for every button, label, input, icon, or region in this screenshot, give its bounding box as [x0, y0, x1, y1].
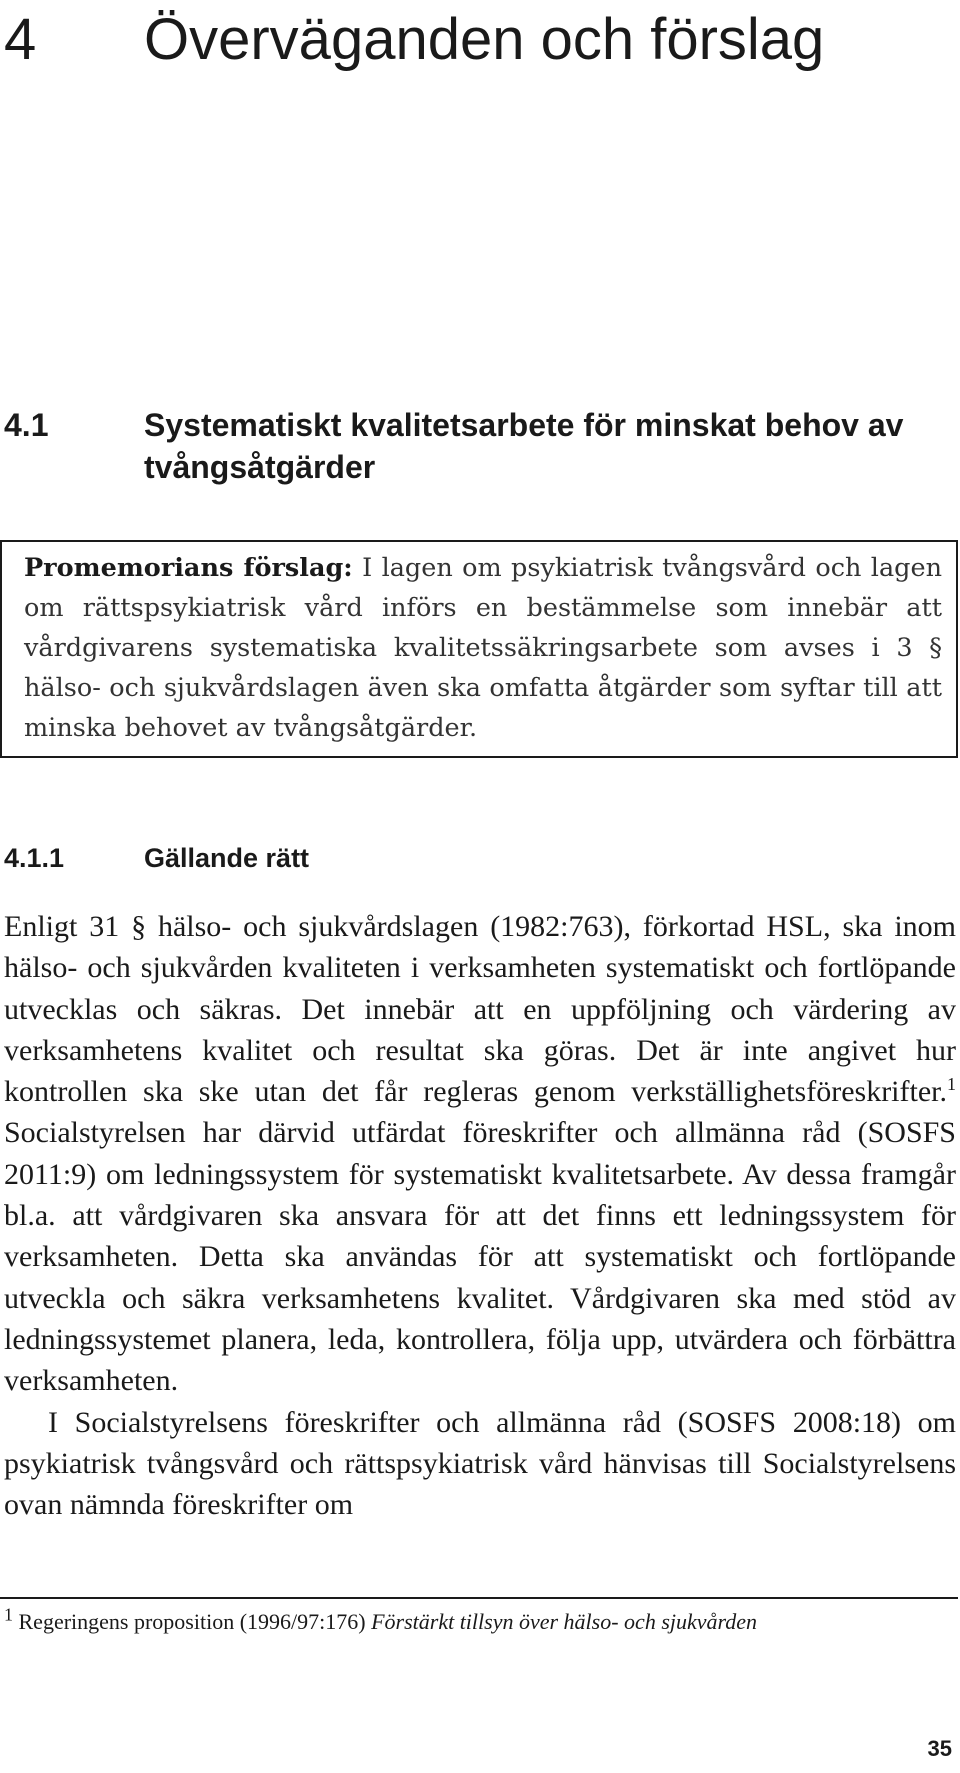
proposal-text	[24, 548, 942, 748]
footnote-reference[interactable]: 1	[947, 1074, 956, 1095]
section-number: 4.1	[4, 407, 49, 443]
chapter-number: 4	[4, 7, 37, 72]
footnote-text: Regeringens proposition (1996/97:176)	[18, 1609, 366, 1634]
subsection-title: Gällande rätt	[144, 843, 310, 873]
chapter-title: Överväganden och förslag	[144, 7, 825, 72]
paragraph-1	[4, 906, 956, 1402]
proposal-lead: Promemorians förslag:	[24, 553, 353, 583]
body-text	[4, 906, 956, 1525]
paragraph-1-part-2: Socialstyrelsen har därvid utfärdat föreskrifter och allmänna råd (SOSFS 2011:9) om ledningssystem för systematiskt kvalitetsarbete. Av dessa framgår bl.a. att vårdgivaren ska ansvara för att det finns ett ledningssystem för verksamheten. Detta ska användas för att systematiskt och fortlöpande utveckla och säkra verksamhetens kvalitet. Vårdgivaren ska med stöd av ledningssystemet planera, leda, kontrollera, följa upp, utvärdera och förbättra verksamheten.	[4, 1116, 956, 1398]
proposal-body: I lagen om psykiatrisk tvångsvård och lagen om rättspsykiatrisk vård införs en bestämmelse som innebär att vårdgivarens systematiska kvalitetssäkringsarbete som avses i 3 § hälso- och sjukvårdslagen även ska omfatta åtgärder som syftar till att minska behovet av tvångsåtgärder.	[24, 553, 942, 743]
footnote-number: 1	[4, 1604, 13, 1625]
footnote	[4, 1604, 956, 1636]
footnote-divider	[0, 1597, 958, 1599]
paragraph-1-part-1: Enligt 31 § hälso- och sjukvårdslagen (1982:763), förkortad HSL, ska inom hälso- och sjukvården kvaliteten i verksamheten systematiskt och fortlöpande utvecklas och säkras. Det innebär att en uppföljning och värdering av verksamhetens kvalitet och resultat ska göras. Det är inte angivet hur kontrollen ska ske utan det får regleras genom verkställighetsföreskrifter.	[4, 910, 956, 1109]
subsection-number: 4.1.1	[4, 843, 65, 873]
page-number: 35	[927, 1736, 952, 1761]
footnote-italic-title: Förstärkt tillsyn över hälso- och sjukvården	[371, 1609, 758, 1634]
paragraph-2: I Socialstyrelsens föreskrifter och allmänna råd (SOSFS 2008:18) om psykiatrisk tvångsvård och rättspsykiatrisk vård hänvisas till Socialstyrelsens ovan nämnda föreskrifter om	[4, 1405, 956, 1522]
chapter-heading	[4, 0, 824, 80]
section-title: Systematiskt kvalitetsarbete för minskat behov av tvångsåtgärder	[144, 407, 904, 485]
proposal-box	[0, 540, 958, 758]
